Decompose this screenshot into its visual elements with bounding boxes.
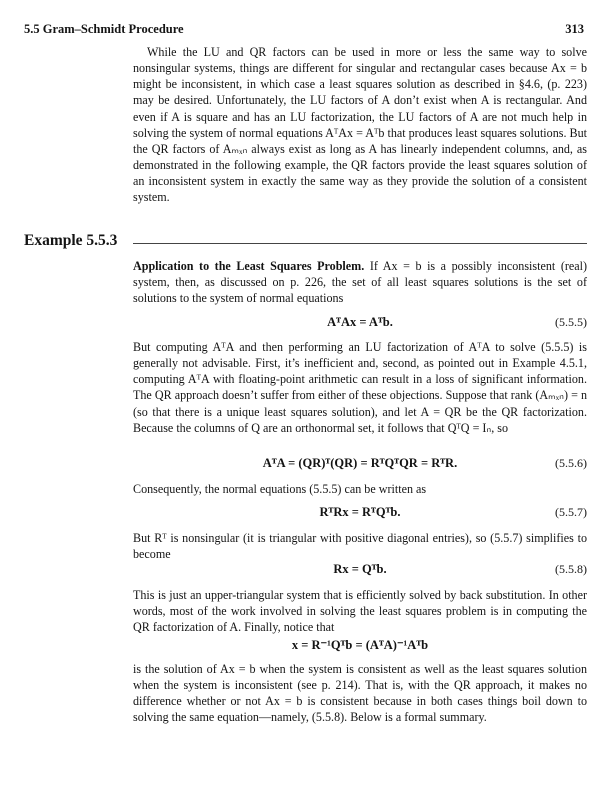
example-heading: Application to the Least Squares Problem.: [133, 259, 365, 273]
example-block-3: [133, 481, 587, 497]
equation-number: (5.5.5): [555, 315, 587, 329]
example-paragraph-2: But computing AᵀA and then performing an LU factorization of AᵀA to solve (5.5.5) is generally not advisable. First, it’s inefficient and, second, as pointed out in Example 4.5.1, computing AᵀA with floating-point arithmetic can result in a loss of significant information. The QR approach doesn’t suffer from either of these objections. Suppose that rank (Aₘₓₙ) = n (so that there is a unique least squares solution), and let A = QR be the QR factorization. Because the columns of Q are an orthonormal set, it follows that QᵀQ = Iₙ, so: [133, 340, 587, 435]
example-block-2: [133, 339, 587, 436]
equation-5-5-6: [133, 456, 587, 476]
example-paragraph-3: Consequently, the normal equations (5.5.5) can be written as: [133, 482, 427, 496]
running-header: [24, 22, 584, 40]
equation-text: AᵀAx = Aᵀb.: [327, 315, 393, 329]
equation-text: RᵀRx = RᵀQᵀb.: [319, 505, 401, 519]
equation-number: (5.5.8): [555, 562, 587, 576]
section-title: 5.5 Gram–Schmidt Procedure: [24, 22, 184, 36]
equation-5-5-5: [133, 315, 587, 335]
equation-text: x = R⁻¹Qᵀb = (AᵀA)⁻¹Aᵀb: [291, 638, 429, 652]
example-paragraph-5: This is just an upper-triangular system that is efficiently solved by back substitution. In other words, most of the work involved in solving the least squares problem is in computing the QR factorization of A. Finally, notice that: [133, 588, 587, 635]
equation-5-5-7: [133, 505, 587, 525]
example-paragraph-1: [133, 258, 587, 306]
equation-text: Rx = Qᵀb.: [333, 562, 387, 576]
example-block-6: [133, 661, 587, 726]
example-paragraph-6: is the solution of Ax = b when the system is consistent as well as the least squares solution when the system is inconsistent (see p. 214). That is, with the QR approach, it makes no difference whether or not Ax = b is consistent because in both cases things boil down to solving the same equation—namely, (5.5.8). Below is a formal summary.: [133, 662, 587, 725]
example-label: Example 5.5.3: [24, 232, 118, 249]
intro-block: [133, 44, 587, 206]
equation-5-5-8: [133, 562, 587, 582]
equation-number: (5.5.6): [555, 456, 587, 470]
example-block-1: [133, 258, 587, 306]
example-block-4: [133, 530, 587, 562]
page-number: 313: [565, 22, 584, 36]
example-text-1: If Ax = b is a possibly inconsistent (real) system, then, as discussed on p. 226, the set of all least squares solutions is the set of solutions to the system of normal equations: [133, 259, 587, 306]
example-block-5: [133, 587, 587, 635]
equation-text: AᵀA = (QR)ᵀ(QR) = RᵀQᵀQR = RᵀR.: [262, 456, 458, 470]
equation-number: (5.5.7): [555, 505, 587, 519]
intro-paragraph: While the LU and QR factors can be used in more or less the same way to solve nonsingular systems, things are different for singular and rectangular cases because Ax = b might be inconsistent, in which case a least squares solution as described in §4.6, (p. 223) may be desired. Unfortunately, the LU factors of A don’t exist when A is rectangular. And even if A is square and has an LU factorization, the LU factors of A are not much help in solving the system of normal equations AᵀAx = Aᵀb that produces least squares solutions. But the QR factors of Aₘₓₙ always exist as long as A has linearly independent columns, and, as demonstrated in the following example, the QR factors provide the least squares solution of an inconsistent system in exactly the same way as they provide the solution of a consistent system.: [133, 45, 587, 205]
equation-solution: [133, 637, 587, 657]
example-rule: [133, 243, 587, 244]
example-paragraph-4: But Rᵀ is nonsingular (it is triangular with positive diagonal entries), so (5.5.7) simplifies to become: [133, 531, 587, 562]
